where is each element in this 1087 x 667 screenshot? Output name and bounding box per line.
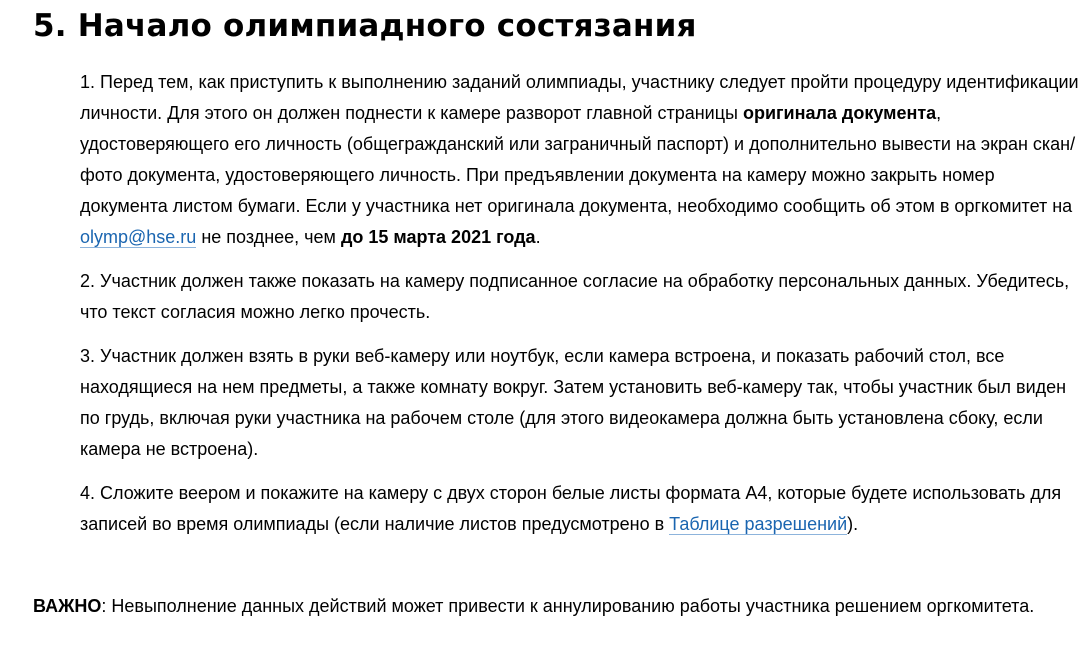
item-number: 3. [80,346,101,366]
list-item-2 [80,266,1084,328]
item-text: ). [847,514,859,534]
item-text: не позднее, чем [196,227,341,247]
item-text: Сложите веером и покажите на камеру с двух сторон белые листы формата А4, которые будете использовать для записей во время олимпиады (если наличие листов предусмотрено в [80,483,1062,534]
permissions-table-link[interactable]: Таблице разрешений [669,514,848,534]
important-label: ВАЖНО [33,596,102,616]
important-text: : Невыполнение данных действий может привести к аннулированию работы участника решением оргкомитета. [101,596,1035,616]
bold-deadline: до 15 марта 2021 года [340,227,536,247]
instructions-list [80,67,1084,540]
item-text: , удостоверяющего его личность (общегражданский или заграничный паспорт) и дополнительно вывести на экран скан/фото документа, удостоверяющего личность. При предъявлении документа на камеру можно закрыть номер документа листом бумаги. Если у участника нет оригинала документа, необходимо сообщить об этом в оргкомитет на [80,103,1076,216]
important-note [33,591,1073,622]
list-item-1 [80,67,1084,253]
section-heading: 5. Начало олимпиадного состязания [33,8,697,44]
bold-original-document: оригинала документа [742,103,937,123]
item-number: 2. [80,271,101,291]
item-text: . [535,227,541,247]
item-text: Участник должен также показать на камеру подписанное согласие на обработку персональных данных. Убедитесь, что текст согласия можно легко прочесть. [80,271,1070,322]
item-text: Перед тем, как приступить к выполнению заданий олимпиады, участнику следует пройти процедуру идентификации личности. Для этого он должен поднести к камере разворот главной страницы [80,72,1079,123]
list-item-4 [80,478,1084,540]
item-number: 4. [80,483,101,503]
item-number: 1. [80,72,101,92]
email-link[interactable]: olymp@hse.ru [80,227,197,247]
item-text: Участник должен взять в руки веб-камеру или ноутбук, если камера встроена, и показать рабочий стол, все находящиеся на нем предметы, а также комнату вокруг. Затем установить веб-камеру так, чтобы участник был виден по грудь, включая руки участника на рабочем столе (для этого видеокамера должна быть установлена сбоку, если камера не встроена). [80,346,1067,459]
list-item-3 [80,341,1084,465]
